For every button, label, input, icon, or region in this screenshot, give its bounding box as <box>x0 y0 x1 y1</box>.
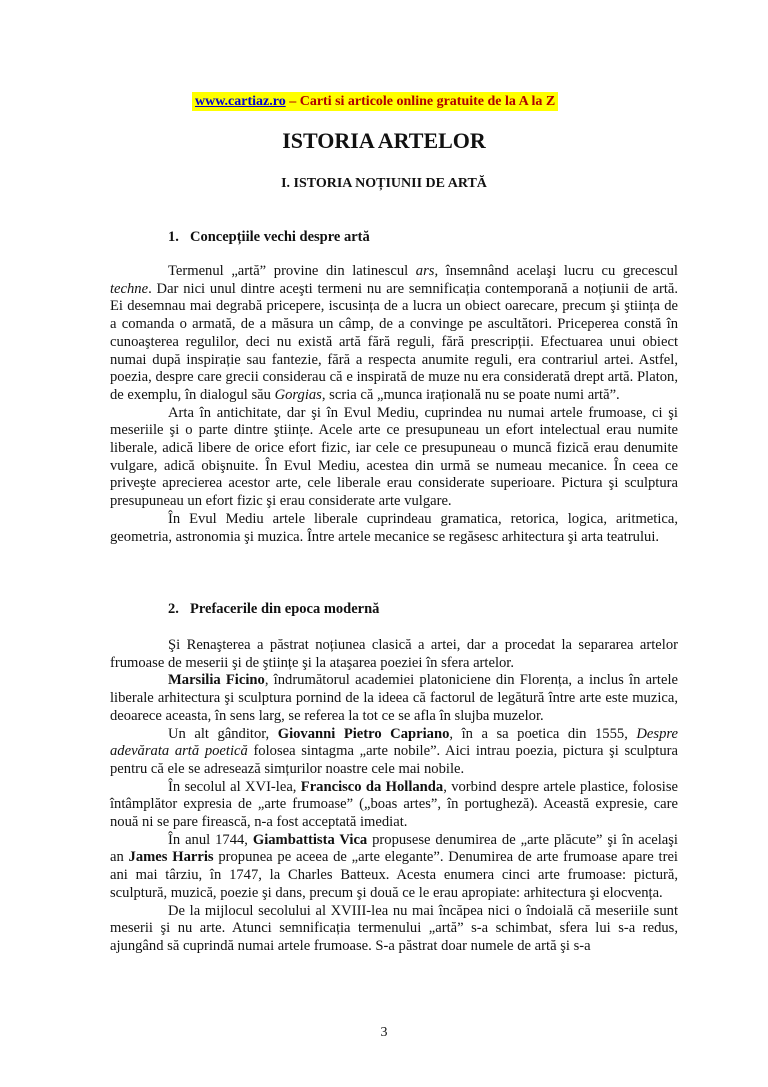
section-title: Concepțiile vechi despre artă <box>190 229 370 245</box>
site-banner <box>192 92 558 111</box>
chapter-title: I. ISTORIA NOȚIUNII DE ARTĂ <box>281 176 487 191</box>
paragraph: În secolul al XVI-lea, Francisco da Hollanda, vorbind despre artele plastice, folosise întâmplător expresia de „arte frumoase” („boas artes”, în portugheză). Această expresie, care nouă ni se pare firească, n-a fost acceptată imediat. <box>110 778 678 831</box>
section-heading-2 <box>168 600 379 618</box>
section-1-body <box>110 263 678 546</box>
paragraph: Un alt gânditor, Giovanni Pietro Capriano, în a sa poetica din 1555, Despre adevărata artă poetică folosea sintagma „arte nobile”. Aici intrau poezia, pictura şi sculptura pentru că ele se adresează simțurilor noastre cele mai nobile. <box>110 725 678 777</box>
site-tagline: – Carti si articole online gratuite de la A la Z <box>285 94 556 109</box>
site-link[interactable]: www.cartiaz.ro <box>195 94 286 109</box>
paragraph: De la mijlocul secolului al XVIII-lea nu mai încăpea nici o îndoială că meseriile sunt meserii şi nu arte. Atunci semnificația termenului „artă” s-a schimbat, sfera lui s-a redus, ajungând să cuprindă numai artele frumoase. S-a păstrat doar numele de artă şi s-a <box>110 902 678 954</box>
page-number: 3 <box>380 1025 388 1040</box>
paragraph: Arta în antichitate, dar şi în Evul Mediu, cuprindea nu numai artele frumoase, ci şi meseriile şi o parte dintre ştiințe. Acele arte ce presupuneau un efort intelectual erau numite liberale, adică libere de orice efort fizic, iar cele ce presupuneau o muncă fizică erau denumite vulgare, adică obişnuite. În Evul Mediu, acestea din urmă se numeau mecanice. În ceea ce priveşte aprecierea acestor arte, cele liberale erau considerate superioare. Pictura şi sculptura presupuneau un efort fizic şi erau considerate arte vulgare. <box>110 404 678 510</box>
paragraph: În anul 1744, Giambattista Vica propusese denumirea de „arte plăcute” şi în acelaşi an James Harris propunea pe aceea de „arte elegante”. Denumirea de arte frumoase apare trei ani mai târziu, în 1747, la Charles Batteux. Acesta enumera cinci arte frumoase: pictură, sculptură, muzică, poezie şi dans, precum şi două ce le erau apropiate: arhitectura şi elocvența. <box>110 831 678 901</box>
paragraph: Termenul „artă” provine din latinescul ars, însemnând acelaşi lucru cu grecescul techne. Dar nici unul dintre aceşti termeni nu are semnificația contemporană a noțiunii de artă. Ei desemnau mai degrabă pricepere, iscusința de a lucra un obiect oarecare, precum şi ştiința de a comanda o armată, de a măsura un câmp, de a convinge pe ascultători. Priceperea constă în cunoaşterea regulilor, deci nu există artă fără reguli, fără prescripții. Efectuarea unui obiect numai după inspirație sau fantezie, fără a respecta anumite reguli, era contrariul artei. Astfel, poezia, despre care grecii considerau că e inspirată de muze nu era considerată drept artă. Platon, de exemplu, în dialogul său Gorgias, scria că „munca irațională nu se poate numi artă”. <box>110 263 678 403</box>
paragraph: Şi Renaşterea a păstrat noțiunea clasică a artei, dar a procedat la separarea artelor frumoase de meserii şi de ştiințe şi la ataşarea poeziei în sfera artelor. <box>110 637 678 671</box>
section-title: Prefacerile din epoca modernă <box>190 601 380 617</box>
section-number: 2. <box>168 601 179 617</box>
section-2-body <box>110 637 678 956</box>
paragraph: În Evul Mediu artele liberale cuprindeau gramatica, retorica, logica, aritmetica, geometria, astronomia şi muzica. Între artele mecanice se regăsesc arhitectura şi arta teatrului. <box>110 510 678 545</box>
section-number: 1. <box>168 229 179 245</box>
page-title: ISTORIA ARTELOR <box>282 128 486 153</box>
section-heading-1 <box>168 228 370 246</box>
paragraph: Marsilia Ficino, îndrumătorul academiei platoniciene din Florența, a inclus în artele liberale arhitectura şi sculptura pornind de la ideea că factorul de legătură între arte este muzica, deoarece aceasta, în sens larg, se referea la tot ce se afla în slujba muzelor. <box>110 672 678 724</box>
